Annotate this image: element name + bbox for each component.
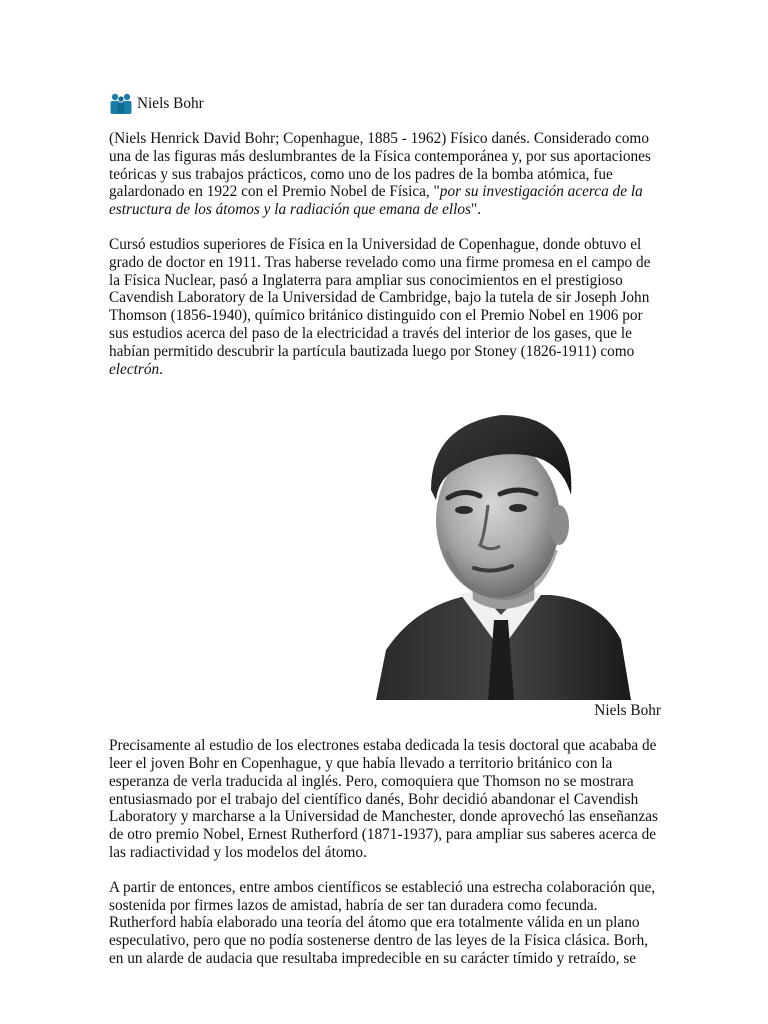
paragraph-intro xyxy=(109,130,661,219)
portrait-caption: Niels Bohr xyxy=(594,702,661,720)
article-title: Niels Bohr xyxy=(137,95,204,113)
article-heading xyxy=(109,90,661,118)
paragraph-studies xyxy=(109,236,661,378)
portrait-figure xyxy=(109,400,661,720)
nobel-quote: por su investigación acerca de la estructura de los átomos y la radiación que emana de ellos xyxy=(109,183,643,219)
paragraph-intro-end: ". xyxy=(470,201,482,219)
electron-term: electrón xyxy=(109,360,160,378)
people-icon xyxy=(109,93,133,115)
paragraph-manchester: Precisamente al estudio de los electrones estaba dedicada la tesis doctoral que acababa de leer el joven Bohr en Copenhague, y que había llevado a territorio británico con la esperanza de verla traducida al inglés. Pero, comoquiera que Thomson no se mostrara entusiasmado por el trabajo del científico danés, Bohr decidió abandonar el Cavendish Laboratory y marcharse a la Universidad de Manchester, donde aprovechó las enseñanzas de otro premio Nobel, Ernest Rutherford (1871-1937), para ampliar sus saberes acerca de las radiactividad y los modelos del átomo. xyxy=(109,737,658,861)
article-body xyxy=(109,90,661,985)
portrait-photo xyxy=(376,400,631,700)
paragraph-studies-end: . xyxy=(159,360,163,378)
paragraph-rutherford: A partir de entonces, entre ambos científicos se estableció una estrecha colaboración que, sostenida por firmes lazos de amistad, habría de ser tan duradera como fecunda. Rutherford había elaborado una teoría del átomo que era totalmente válida en un plano especulativo, pero que no podía sostenerse dentro de las leyes de la Física clásica. Borh, en un alarde de audacia que resultaba impredecible en su carácter tímido y retraído, se xyxy=(109,878,656,967)
paragraph-studies-text: Cursó estudios superiores de Física en la Universidad de Copenhague, donde obtuvo el grado de doctor en 1911. Tras haberse revelado como una firme promesa en el campo de la Física Nuclear, pasó a Inglaterra para ampliar sus conocimientos en el prestigioso Cavendish Laboratory de la Universidad de Cambridge, bajo la tutela de sir Joseph John Thomson (1856-1940), químico británico distinguido con el Premio Nobel en 1906 por sus estudios acerca del paso de la electricidad a través del interior de los gases, que le habían permitido descubrir la partícula bautizada luego por Stoney (1826-1911) como xyxy=(109,235,651,360)
paragraph-intro-text: (Niels Henrick David Bohr; Copenhague, 1885 - 1962) Físico danés. Considerado como una de las figuras más deslumbrantes de la Física contemporánea y, por sus aportaciones teóricas y sus trabajos prácticos, como uno de los padres de la bomba atómica, fue galardonado en 1922 con el Premio Nobel de Física, " xyxy=(109,130,651,201)
